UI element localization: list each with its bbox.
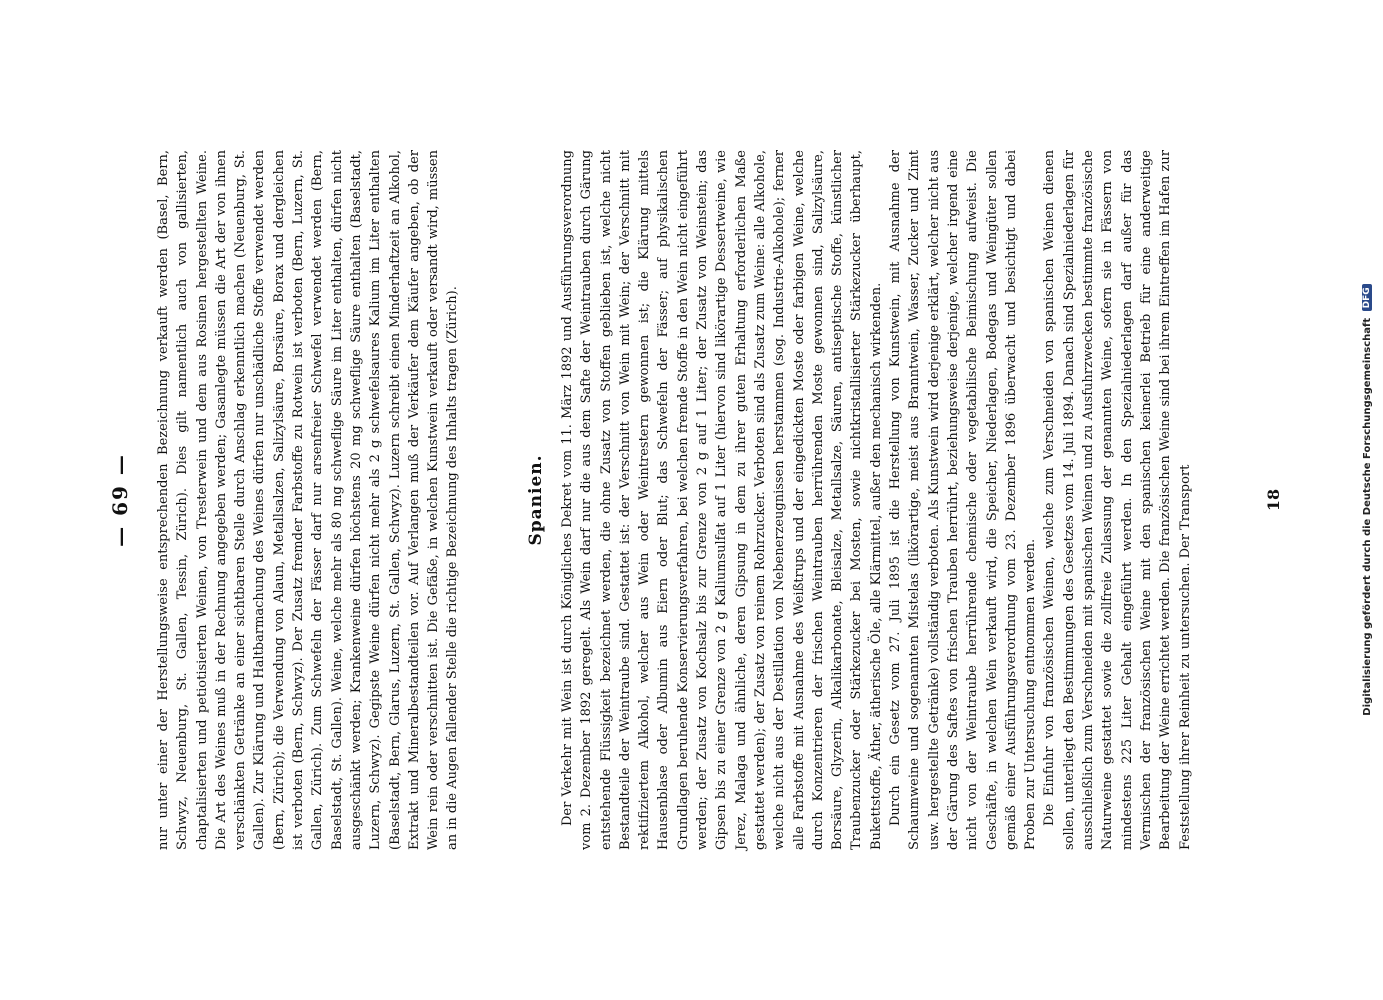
dfg-logo: DFG <box>1362 284 1372 311</box>
paragraph: Durch ein Gesetz vom 27. Juli 1895 ist die Herstellung von Kunstwein, mit Ausnahme der Schaumweine und sogenannten Mistelas (likörartige, meist aus Branntwein, Wasser, Zucker und Zimt usw. hergestellte Getränke) vollständig verboten. Als Kunstwein wird derjenige erklärt, welcher nicht aus der Gärung des Saftes von frischen Trauben herrührt, beziehungsweise derjenige, welcher irgend eine nicht von der Weintraube herrührende chemische oder vegetabilische Beimischung aufweist. Die Geschäfte, in welchen Wein verkauft wird, die Speicher, Niederlagen, Bodegas und Weingüter sollen gemäß einer Ausführungsverordnung vom 23. Dezember 1896 überwacht und besichtigt und dabei Proben zur Untersuchung entnommen werden. <box>888 150 1039 850</box>
credit-text: Digitalisierung gefördert durch die Deutsche Forschungsgemeinschaft <box>1362 317 1373 716</box>
section-title: Spanien. <box>526 454 546 546</box>
running-header: — 69 — <box>108 453 132 547</box>
paragraph: Der Verkehr mit Wein ist durch Königliches Dekret vom 11. März 1892 und Ausführungsverordnung vom 2. Dezember 1892 geregelt. Als Wein darf nur die aus dem Safte der Weintrauben durch Gärung entstehende Flüssigkeit bezeichnet werden, die ohne Zusatz von Stoffen geblieben ist, welche nicht Bestandteile der Weintraube sind. Gestattet ist: der Verschnitt von Wein mit Wein; der Verschnitt mit rektifiziertem Alkohol, welcher aus Wein oder Weintrestern gewonnen ist; die Klärung mittels Hausenblase oder Albumin aus Eiern oder Blut; das Schwefeln der Fässer; auf physikalischen Grundlagen beruhende Konservierungsverfahren, bei welchen fremde Stoffe in den Wein nicht eingeführt werden; der Zusatz von Kochsalz bis zur Grenze von 2 g auf 1 Liter; der Zusatz von Weinstein; das Gipsen bis zu einer Grenze von 2 g Kaliumsulfat auf 1 Liter (hiervon sind likörartige Dessertweine, wie Jerez, Malaga und ähnliche, deren Gipsung in dem zu ihrer guten Erhaltung erforderlichen Maße gestattet werden); der Zusatz von reinem Rohrzucker. Verboten sind als Zusatz zum Weine: alle Alkohole, welche nicht aus der Destillation von Nebenerzeugnissen herstammen (sog. Industrie-Alkohole); ferner alle Farbstoffe mit Ausnahme des Weißtrups und der eingedickten Moste oder farbigen Weine, welche durch Konzentrieren der frischen Weintrauben herrührenden Moste gewonnen sind, Salizylsäure, Borsäure, Glyzerin, Alkalikarbonate, Bleisalze, Metallsalze, Säuren, antiseptische Stoffe, künstlicher Traubenzucker oder Stärkezucker bei Mosten, sowie nichtkristallisierter Stärkezucker überhaupt, Bukettstoffe, Äther, ätherische Öle, alle Klärmittel, außer den mechanisch wirkenden. <box>560 150 884 850</box>
paragraph: Die Einfuhr von französischen Weinen, welche zum Verschneiden von spanischen Weinen dienen sollen, unterliegt den Bestimmungen des Gesetzes vom 14. Juli 1894. Danach sind Spezialniederlagen für ausschließlich zum Verschneiden mit spanischen Weinen und zu Ausfuhrzwecken bestimmte französische Naturweine gestattet sowie die zollfreie Zulassung der genannten Weine, sofern sie in Fässern von mindestens 225 Liter Gehalt eingeführt werden. In den Spezialniederlagen darf außer für das Vermischen der französischen Weine mit den spanischen keinerlei Betrieb für eine anderweitige Bearbeitung der Weine errichtet werden. Die französischen Weine sind bei ihrem Eintreffen im Hafen zur Feststellung ihrer Reinheit zu untersuchen. Der Transport <box>1042 150 1193 850</box>
digitization-credit <box>1362 0 1373 1000</box>
paragraph: nur unter einer der Herstellungsweise entsprechenden Bezeichnung verkauft werden (Basel, Bern, Schwyz, Neuenburg, St. Gallen, Tessin, Zürich). Dies gilt namentlich auch von gallisierten, chaptalisierten und petiotisierten Weinen, von Tresterwein und dem aus Rosinen hergestellten Weine. Die Art des Weines muß in der Rechnung angegeben werden; Gasanlegte müssen die Art der von ihnen verschänkten Getränke an einer sichtbaren Stelle durch Anschlag erkenntlich machen (Neuenburg, St. Gallen). Zur Klärung und Haltbarmachung des Weines dürfen nur unschädliche Stoffe verwendet werden (Bern, Zürich); die Verwendung von Alaun, Metallsalzen, Salizylsäure, Borsäure, Borax und dergleichen ist verboten (Bern, Schwyz). Der Zusatz fremder Farbstoffe zu Rotwein ist verboten (Bern, Luzern, St. Gallen, Zürich). Zum Schwefeln der Fässer darf nur arsenfreier Schwefel verwendet werden (Bern, Baselstadt, St. Gallen). Weine, welche mehr als 80 mg schweflige Säure im Liter enthalten, dürfen nicht ausgeschänkt werden; Krankenweine dürfen höchstens 20 mg schweflige Säure enthalten (Baselstadt, Luzern, Schwyz). Gegipste Weine dürfen nicht mehr als 2 g schwefelsaures Kalium im Liter enthalten (Baselstadt, Bern, Glarus, Luzern, St. Gallen, Schwyz). Luzern schreibt einen Minderhaftzeit an Alkohol, Extrakt und Mineralbestandteilen vor. Auf Verlangen muß der Verkäufer dem Käufer angeben, ob der Wein rein oder verschnitten ist. Die Gefäße, in welchen Kunstwein verkauft oder versandt wird, müssen an in die Augen fallender Stelle die richtige Bezeichnung des Inhalts tragen (Zürich). <box>156 150 461 850</box>
page-number: 18 <box>1264 488 1283 512</box>
text-block-spain <box>558 150 1195 850</box>
text-block-switzerland <box>154 150 463 850</box>
